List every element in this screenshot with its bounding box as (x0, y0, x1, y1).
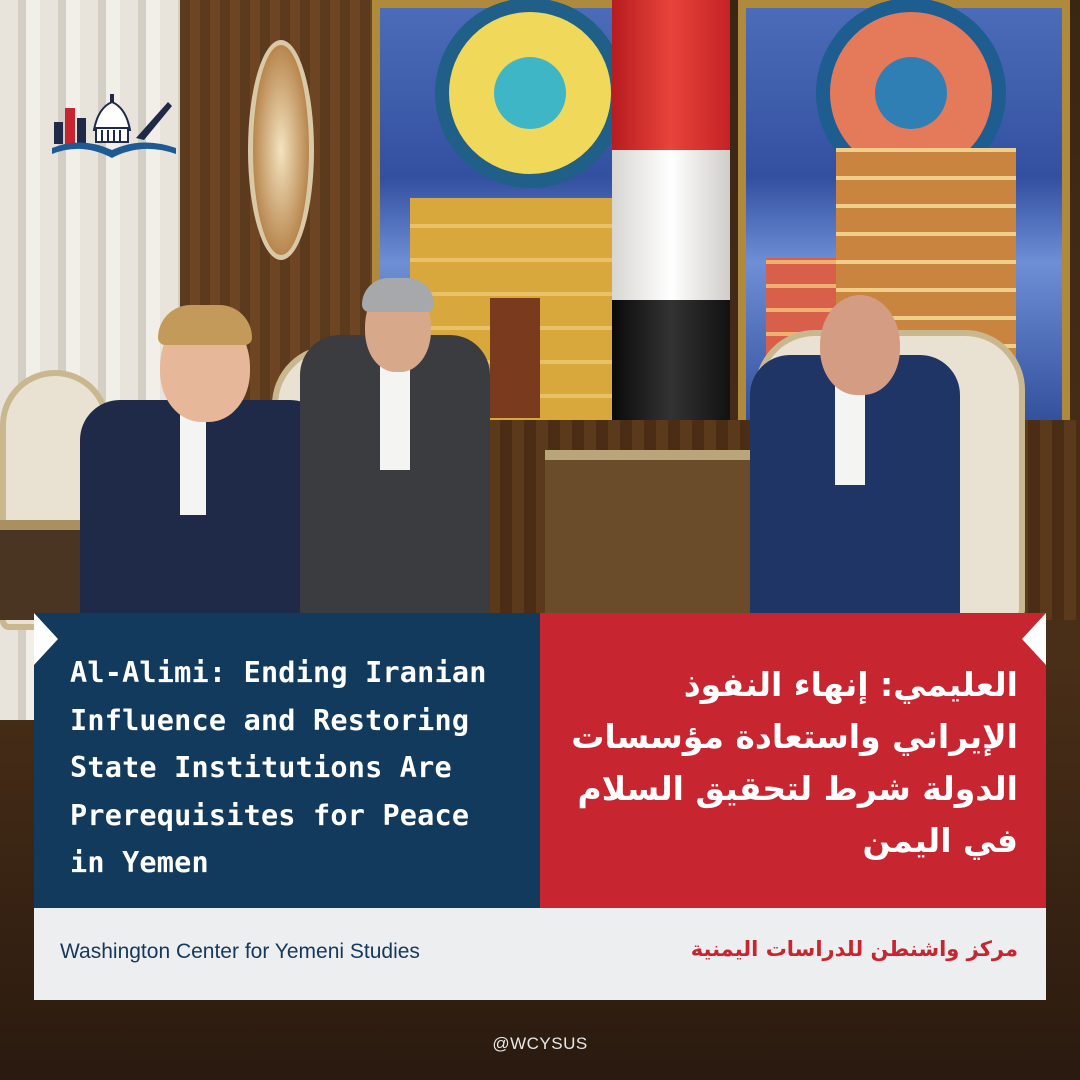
social-handle: @WCYSUS (492, 1034, 588, 1053)
logo-capitol-book-icon (50, 78, 180, 164)
headline-arabic: العليمي: إنهاء النفوذ الإيراني واستعادة مؤسسات الدولة شرط لتحقيق السلام في اليمن (571, 665, 1018, 860)
headline-panel-english (34, 613, 540, 908)
medallion-left (435, 0, 625, 188)
headline-english: Al-Alimi: Ending Iranian Influence and Restoring State Institutions Are Prerequisites for Peace in Yemen (70, 656, 487, 879)
headline-band (34, 613, 1046, 908)
yemen-flag (612, 0, 730, 430)
organization-name-arabic: مركز واشنطن للدراسات اليمنية (690, 937, 1018, 961)
wall-mirror (248, 40, 314, 260)
organization-strip (34, 908, 1046, 1000)
corner-triangle-icon (1022, 613, 1046, 665)
corner-triangle-icon (34, 613, 58, 665)
side-table-center (545, 450, 755, 620)
headline-panel-arabic (540, 613, 1046, 908)
organization-name-english: Washington Center for Yemeni Studies (60, 940, 420, 963)
